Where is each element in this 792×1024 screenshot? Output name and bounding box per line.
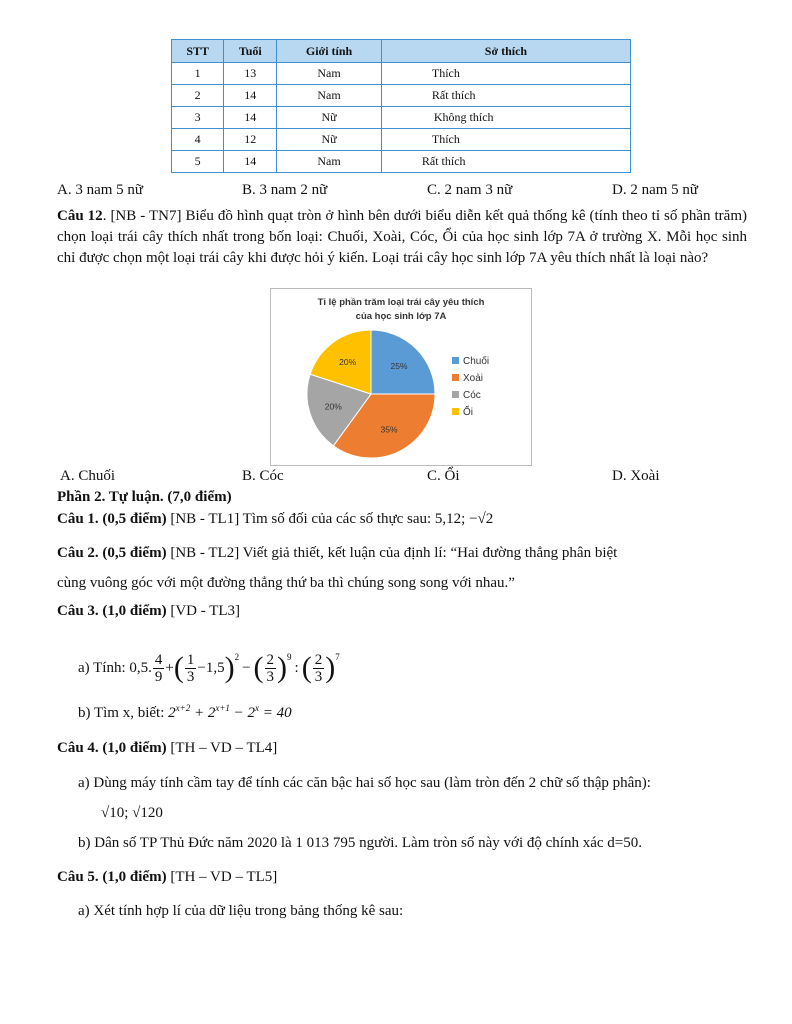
- q11-option-b: B. 3 nam 2 nữ: [242, 182, 328, 198]
- pie-data-label-1: 35%: [380, 424, 398, 435]
- table-cell: Thích: [381, 129, 630, 151]
- q12-option-b: B. Cóc: [242, 468, 284, 484]
- q3b: [78, 703, 292, 722]
- table-cell: Nữ: [277, 107, 382, 129]
- table-header: Tuổi: [224, 40, 277, 63]
- question-label: Câu 2. (0,5 điểm): [57, 545, 167, 561]
- q4a-roots: √10; √120: [101, 805, 163, 821]
- pie-chart-svg: [271, 289, 531, 465]
- table-header-row: [172, 40, 631, 63]
- pie-data-label-3: 20%: [339, 356, 357, 367]
- table-header: STT: [172, 40, 224, 63]
- question-text: [TH – VD – TL5]: [166, 869, 278, 885]
- table-cell: Nam: [277, 85, 382, 107]
- question-text: . [NB - TN7] Biểu đồ hình quạt tròn ở hình bên dưới biểu diễn kết quả thống kê (tính theo tỉ số phần trăm) chọn loại trái cây thích nhất trong bốn loại: Chuối, Xoài, Cóc, Ổi của học sinh lớp 7A ở trường X. Mỗi học sinh chỉ được chọn một loại trái cây khi được hỏi ý kiến. Loại trái cây học sinh lớp 7A yêu thích nhất là loại nào?: [57, 208, 747, 266]
- essay-question-2: [57, 545, 617, 562]
- essay-question-3: [57, 603, 240, 620]
- legend-label-1: Xoài: [463, 373, 484, 384]
- q4a: a) Dùng máy tính cầm tay để tính các căn bậc hai số học sau (làm tròn đến 2 chữ số thập phân):: [78, 775, 651, 791]
- chart-title-line2: của học sinh lớp 7A: [355, 311, 447, 322]
- table-header: Sở thích: [381, 40, 630, 63]
- legend-swatch-2: [452, 391, 459, 398]
- table-cell: 5: [172, 151, 224, 173]
- question-label: Câu 4. (1,0 điểm): [57, 740, 167, 756]
- pie-chart: [270, 288, 532, 466]
- survey-table: [171, 39, 631, 173]
- essay-question-4: [57, 740, 277, 757]
- table-cell: 4: [172, 129, 224, 151]
- table-cell: 14: [224, 151, 277, 173]
- table-row: [172, 107, 631, 129]
- question-text: [NB - TL2] Viết giả thiết, kết luận của định lí: “Hai đường thẳng phân biệt: [166, 545, 618, 561]
- q3a-label: a) Tính: 0,5.: [78, 659, 152, 676]
- fraction: $\frac{4}{9}$: [154, 651, 163, 685]
- table-row: [172, 63, 631, 85]
- essay-question-5: [57, 869, 277, 886]
- essay-question-1: [57, 511, 493, 528]
- essay-question-2-cont: cùng vuông góc với một đường thẳng thứ ba thì chúng song song với nhau.”: [57, 575, 515, 591]
- q5a: a) Xét tính hợp lí của dữ liệu trong bảng thống kê sau:: [78, 903, 404, 919]
- legend-label-2: Cóc: [463, 390, 481, 401]
- fraction: $\frac{2}{3}$: [314, 651, 323, 685]
- table-cell: 3: [172, 107, 224, 129]
- question-label: Câu 5. (1,0 điểm): [57, 869, 167, 885]
- table-cell: Nữ: [277, 129, 382, 151]
- table-cell: 14: [224, 107, 277, 129]
- question-label: Câu 12: [57, 208, 103, 224]
- table-cell: Rất thích: [381, 151, 630, 173]
- q12-option-d: D. Xoài: [612, 468, 660, 484]
- table-row: [172, 151, 631, 173]
- legend-label-0: Chuối: [463, 356, 490, 367]
- table-cell: 2: [172, 85, 224, 107]
- question-text: [NB - TL1] Tìm số đối của các số thực sau: 5,12; −√2: [166, 511, 494, 527]
- chart-title-line1: Tỉ lệ phần trăm loại trái cây yêu thích: [317, 297, 485, 308]
- table-row: [172, 129, 631, 151]
- question-12: [57, 206, 747, 269]
- q11-option-a: A. 3 nam 5 nữ: [57, 182, 144, 198]
- q11-option-d: D. 2 nam 5 nữ: [612, 182, 699, 198]
- legend-swatch-3: [452, 408, 459, 415]
- table-header: Giới tính: [277, 40, 382, 63]
- fraction: $\frac{1}{3}$: [186, 651, 195, 685]
- table-cell: 1: [172, 63, 224, 85]
- q3a-expression: a) Tính: 0,5. $\frac{4}{9}$ + ( $\frac{1}{3}$ −1,5 ) $^2$ − ( $\frac{2}{3}$ ) $^9$ : ( $\frac{2}{3}$ ) $^7$: [78, 651, 340, 685]
- table-cell: 12: [224, 129, 277, 151]
- q11-option-c: C. 2 nam 3 nữ: [427, 182, 513, 198]
- q3b-expression: $2^{x+2} + 2^{x+1} - 2^x = 40$: [168, 703, 292, 721]
- table-cell: 13: [224, 63, 277, 85]
- question-text: [TH – VD – TL4]: [166, 740, 278, 756]
- table-cell: Không thích: [381, 107, 630, 129]
- q12-option-a: A. Chuối: [60, 468, 116, 484]
- pie-data-label-0: 25%: [390, 360, 408, 371]
- legend-label-3: Ổi: [463, 407, 473, 418]
- question-label: Câu 1. (0,5 điểm): [57, 511, 167, 527]
- q3b-label: b) Tìm x, biết:: [78, 705, 169, 721]
- table-cell: Nam: [277, 151, 382, 173]
- pie-data-label-2: 20%: [324, 401, 342, 412]
- part2-heading: Phần 2. Tự luận. (7,0 điểm): [57, 489, 232, 505]
- question-label: Câu 3. (1,0 điểm): [57, 603, 167, 619]
- table-cell: Nam: [277, 63, 382, 85]
- table-row: [172, 85, 631, 107]
- q12-option-c: C. Ổi: [427, 468, 460, 484]
- question-text: [VD - TL3]: [166, 603, 241, 619]
- legend-swatch-1: [452, 374, 459, 381]
- table-cell: Thích: [381, 63, 630, 85]
- q4b: b) Dân số TP Thủ Đức năm 2020 là 1 013 795 người. Làm tròn số này với độ chính xác d=50.: [78, 835, 642, 851]
- legend-swatch-0: [452, 357, 459, 364]
- table-cell: 14: [224, 85, 277, 107]
- fraction: $\frac{2}{3}$: [266, 651, 275, 685]
- table-cell: Rất thích: [381, 85, 630, 107]
